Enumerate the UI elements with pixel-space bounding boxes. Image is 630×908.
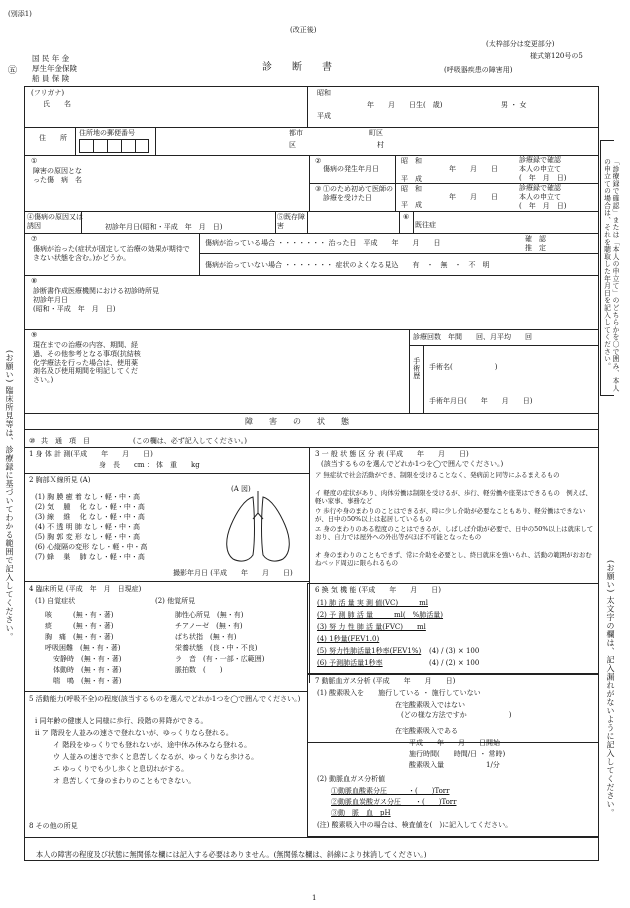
p6-ratio-1: (4) / (3) × 100 (429, 647, 480, 655)
p6-item-2: (2) 予 測 肺 活 量 ml( %肺活量) (317, 611, 444, 619)
s5-label: ⑤既存障害 (277, 213, 305, 230)
s9-operation-name: 手術名( ) (429, 363, 498, 371)
p2-item-4: (4) 不 透 明 肺 なし・軽・中・高 (35, 523, 141, 531)
p2-label: 2 胸部Ｘ線所見 (A) (29, 476, 91, 484)
s10-number: ⑩ (29, 437, 36, 445)
sex-field[interactable]: 男 ・ 女 (501, 101, 527, 109)
p7-label: 7 動脈血ガス分析 (平成 年 月 日) (315, 677, 456, 685)
p4-objective: (2) 他覚所見 (155, 597, 196, 605)
s7-question: 傷病が治った(症状が固定して治療の効果が期待できない状態を含む。)かどうか。 (33, 245, 190, 262)
p4-right-4: 栄養状態 (良・中・不良) (175, 644, 258, 652)
s2-era-heisei: 平 成 (401, 175, 422, 183)
insurer-3: 船 員 保 険 (32, 74, 70, 83)
p3-note: (該当するものを選んでどれか1つを◯で囲んでください。) (321, 460, 504, 468)
s2-label: 傷病の発生年月日 (323, 165, 379, 173)
p5-label: 5 活動能力(呼吸不全)の程度(該当するものを選んでどれか1つを◯で囲んでください。) (29, 695, 301, 703)
s4-label: ④傷病の原因又は誘因 (27, 213, 83, 230)
s4-first-visit: 初診年月日(昭和・平成 年 月 日) (105, 223, 223, 231)
s9-surgery-label: 手術歴 (412, 357, 421, 380)
postal-code-boxes[interactable] (79, 139, 149, 153)
p7-gas-1: ①動脈血酸素分圧 ・( )Torr (331, 787, 450, 795)
s10-label: 共 通 項 目 (41, 437, 90, 445)
name-label: 氏 名 (43, 100, 71, 108)
address-village: 村 (377, 141, 384, 149)
p4-left-4: 呼吸困難 (無・有・著) (45, 644, 121, 652)
s3-era-heisei: 平 成 (401, 201, 422, 209)
p8-label: 8 その他の所見 (29, 822, 78, 830)
annex-label: (別添1) (8, 10, 32, 18)
s3-source[interactable]: 診療録で確認 本人の申立て ( 年 月 日) (519, 184, 567, 210)
p4-right-3: ばち状指 (無・有) (175, 633, 237, 641)
p2-item-5: (5) 胸 郭 変 形 なし・軽・中・高 (35, 533, 141, 541)
p7-gas-label: (2) 動脈血ガス分析値 (317, 775, 386, 783)
p7-home: 在宅酸素吸入である (395, 727, 458, 735)
condition-header: 障 害 の 状 態 (245, 417, 349, 426)
s1-number: ① (31, 157, 38, 165)
p5-item-i[interactable]: i 同年齢の健康人と同様に歩行、段階の昇降ができる。 (35, 717, 208, 725)
s6-number: ⑥ (403, 213, 410, 221)
p2-date: 撮影年月日 (平成 年 月 日) (173, 569, 293, 577)
p2-item-3: (3) 線 維 化 なし・軽・中・高 (35, 513, 145, 521)
bold-note: (太枠部分は変更部分) (486, 40, 555, 48)
diagnosis-form (24, 86, 599, 861)
p7-note: (注) 酸素吸入中の場合は、検査値を( )に記入してください。 (317, 821, 513, 829)
s8-label: 診断書作成医療機関における初診時所見 初診年月日 (昭和・平成 年 月 日) (33, 287, 159, 313)
p1-label: 1 身 体 計 測(平成 年 月 日) (29, 450, 153, 458)
birth-era-showa: 昭和 (317, 89, 331, 97)
side-note-left: (お願い) 臨床所見等は、診療録に基づいてわかる範囲で記入してください。 (5, 350, 14, 641)
p2-item-6: (6) 心縦隔の変形 なし・軽・中・高 (35, 543, 148, 551)
p7-method: (どの様な方法ですか ) (401, 711, 512, 719)
p6-ratio-2: (4) / (2) × 100 (429, 659, 480, 667)
p2-figure-label: (A 図) (231, 485, 251, 493)
p3-item-e[interactable]: オ 身のまわりのこともできず、常に介助を必要とし、終日就床を強いられ、活動の範囲がおおむねベッド周辺に限られるもの (315, 551, 592, 567)
furigana-label: (フリガナ) (31, 89, 65, 97)
p6-label: 6 換 気 機 能 (平成 年 月 日) (315, 586, 442, 594)
s3-number: ③ (315, 185, 322, 193)
postal-label: 住所地の郵便番号 (79, 129, 135, 137)
p3-item-d[interactable]: エ 身のまわりのある程度のことはできるが、しばしば介助が必要で、日中の50%以上は就床しており、自力では屋外への外出等がほぼ不可能となったもの (315, 525, 594, 541)
s3-label: ①のため初めて医師の診療を受けた日 (323, 185, 393, 202)
p6-item-3: (3) 努 力 性 肺 活 量(FVC) ml (317, 623, 426, 631)
s7-answer-unhealed[interactable]: 傷病が治っていない場合 ・・・・・・・ 症状のよくなる見込 有 ・ 無 ・ 不 明 (205, 261, 490, 269)
p4-right-2: チアノーゼ (無・有) (175, 622, 243, 630)
s7-number: ⑦ (31, 235, 38, 243)
s7-answer-healed[interactable]: 傷病が治っている場合 ・・・・・・・ 治った日 平成 年 月 日 (205, 239, 441, 247)
s9-operation-date: 手術年月日( 年 月 日) (429, 397, 533, 405)
p4-left-5: 安静時 (無・有・著) (53, 655, 122, 663)
p5-item-a[interactable]: ii ア 階段を人並みの速さで登れないが、ゆっくりなら登れる。 (35, 729, 233, 737)
p5-item-d[interactable]: エ ゆっくりでも少し歩くと息切れがする。 (53, 765, 189, 773)
p7-not-home: 在宅酸素吸入ではない (395, 701, 465, 709)
s9-visits: 診療回数 年間 回、月平均 回 (413, 333, 532, 341)
p4-left-1: 咳 (無・有・著) (45, 611, 114, 619)
s2-era-showa: 昭 和 (401, 157, 422, 165)
address-town: 町区 (369, 129, 383, 137)
birth-date: 年 月 日生( 歳) (367, 101, 443, 109)
page-title: 診 断 書 (262, 62, 332, 73)
p4-right-1: 肺性心所見 (無・有) (175, 611, 244, 619)
p4-left-2: 痰 (無・有・著) (45, 622, 114, 630)
s2-source[interactable]: 診療録で確認 本人の申立て ( 年 月 日) (519, 156, 567, 182)
s3-era-showa: 昭 和 (401, 185, 422, 193)
p2-item-1: (1) 胸 膜 癒 着 なし・軽・中・高 (35, 493, 141, 501)
p7-start: 平成 年 月 日開始 (409, 739, 500, 747)
revision-label: (改正後) (290, 26, 317, 34)
p4-left-6: 体動時 (無・有・著) (53, 666, 122, 674)
p4-left-7: 喘 鳴 (無・有・著) (53, 677, 122, 685)
p5-item-e[interactable]: オ 息苦しくて身のまわりのこともできない。 (53, 777, 196, 785)
s1-label: 障害の原因となった傷 病 名 (33, 167, 82, 184)
p7-gas-3: ③動 脈 血 pH (331, 809, 391, 817)
s10-note: (この欄は、必ず記入してください。) (133, 437, 247, 445)
address-label: 住 所 (39, 134, 67, 142)
insurer-2: 厚生年金保険 (32, 64, 77, 73)
p3-item-b[interactable]: イ 軽度の症状があり、肉体労働は制限を受けるが、歩行、軽労働や座業はできるもの 例えば、軽い家事、事務など (315, 489, 592, 505)
p4-right-5: ラ 音 (有・一部・広範囲) (175, 655, 265, 663)
p4-left-3: 胸 痛 (無・有・著) (45, 633, 114, 641)
p3-label: 3 一 般 状 態 区 分 表 (平成 年 月 日) (315, 450, 469, 458)
p6-item-1: (1) 肺 活 量 実 測 値(VC) ml (317, 599, 429, 607)
address-ward: 区 (289, 141, 296, 149)
side-note-bottom: (お願い) 太文字の欄は、記入漏れがないように記入してください。 (606, 560, 615, 817)
circle-mark: ㊄ (8, 66, 18, 76)
s2-date: 年 月 日 (449, 165, 498, 173)
p7-gas-2: ②動脈血炭酸ガス分圧 ・( )Torr (331, 798, 457, 806)
p7-time: 施行時間( 時間/日 ・ 常時) (409, 750, 506, 758)
s7-confirm[interactable]: 確 認 推 定 (525, 235, 546, 252)
p5-item-b[interactable]: イ 階段をゆっくりでも登れないが、途中休み休みなら登れる。 (53, 741, 252, 749)
page-number: 1 (312, 894, 317, 902)
s2-number: ② (315, 157, 322, 165)
address-city: 都市 (289, 129, 303, 137)
lung-diagram[interactable] (215, 491, 301, 567)
s9-number: ⑨ (31, 331, 38, 339)
p4-subjective: (1) 自覚症状 (35, 597, 76, 605)
p4-label: 4 臨床所見 (平成 年 月 日現症) (29, 585, 142, 593)
p2-item-7: (7) 蜂 巣 肺 なし・軽・中・高 (35, 553, 145, 561)
p5-item-c[interactable]: ウ 人並みの速さで歩くと息苦しくなるが、ゆっくりなら歩ける。 (53, 753, 259, 761)
form-number: 様式第120号の5 (530, 52, 583, 60)
s8-number: ⑧ (31, 277, 38, 285)
s3-date: 年 月 日 (449, 193, 498, 201)
p1-detail: 身 長 cm ： 体 重 kg (99, 461, 200, 469)
p3-item-a[interactable]: ア 無症状で社会活動ができ、制限を受けることなく、発病前と同等にふるまえるもの (315, 471, 560, 479)
p6-item-4: (4) 1秒量(FEV1.0) (317, 635, 380, 643)
side-note-top: 「診療録で確認」または「本人の申立て」のどちらかを〇で囲み、本人の申立ての場合は、それを聴取した年月日を記入してください。 (602, 158, 619, 392)
footer-note: 本人の障害の程度及び状態に無関係な欄には記入する必要はありません。(無関係な欄は、斜線により抹消してください。) (36, 850, 427, 859)
p4-right-6: 脈拍数 ( ) (175, 666, 223, 674)
p6-item-6: (6) 予測肺活量1秒率 (317, 659, 383, 667)
s6-label: 既往症 (415, 221, 436, 229)
s9-label: 現在までの治療の内容、期間、経過、その他参考となる事項(抗結核化学療法を行った場合は、使用薬剤名及び使用期間を明記してください。) (33, 341, 141, 384)
insurer-1: 国 民 年 金 (32, 54, 70, 63)
p7-oxygen[interactable]: (1) 酸素吸入を 施行している ・ 施行していない (317, 689, 481, 697)
p3-item-c[interactable]: ウ 歩行や身のまわりのことはできるが、時に少し介助が必要なこともあり、軽労働はできないが、日中の50%以上は起居しているもの (315, 507, 586, 523)
form-subtitle: (呼吸器疾患の障害用) (444, 66, 513, 74)
birth-era-heisei: 平成 (317, 112, 331, 120)
p7-flow: 酸素吸入量 1/分 (409, 761, 500, 769)
p6-item-5: (5) 努力性肺活量1秒率(FEV1%) (317, 647, 422, 655)
p2-item-2: (2) 気 腫 化 なし・軽・中・高 (35, 503, 145, 511)
